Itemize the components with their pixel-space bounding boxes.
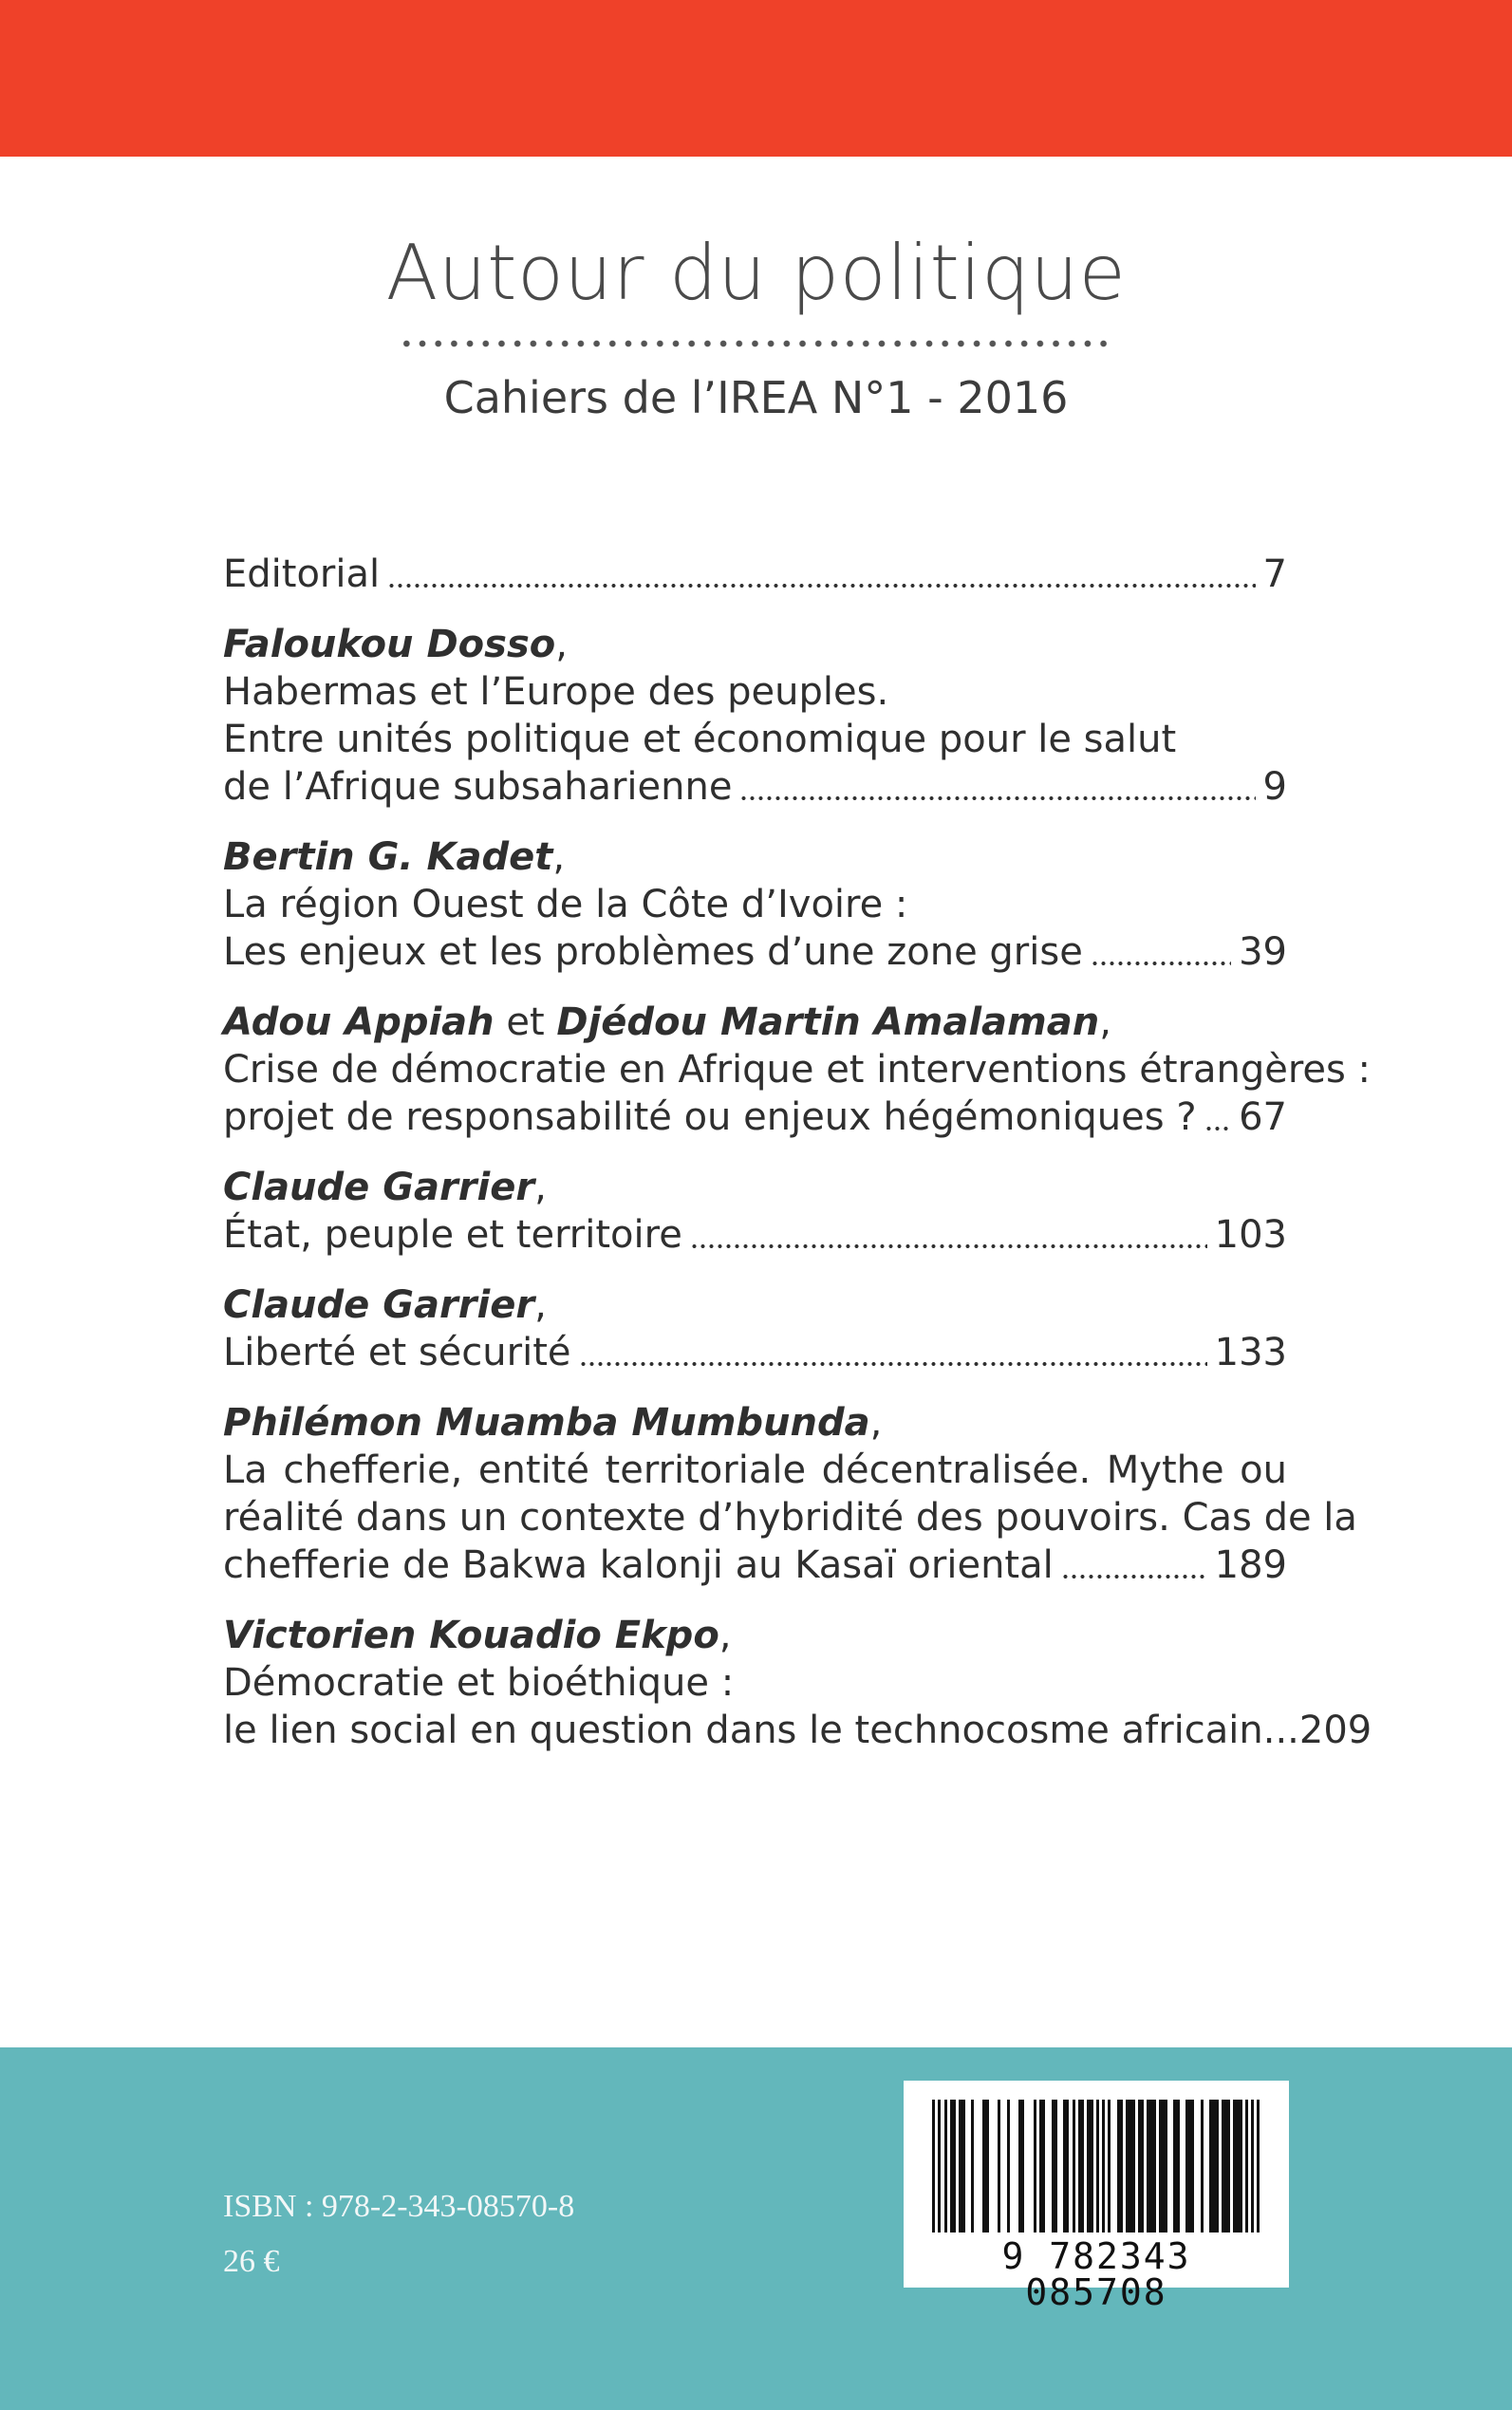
table-of-contents (223, 551, 1372, 1777)
toc-entry-title-line: le lien social en question dans le technocosme africain... (223, 1709, 1299, 1752)
toc-editorial-page: 7 (1262, 552, 1287, 596)
toc-entry (223, 1164, 1287, 1259)
toc-entry-title-line: La chefferie, entité territoriale décentralisée. Mythe ou (223, 1448, 1287, 1492)
toc-entry-title-line: Liberté et sécurité (223, 1331, 571, 1374)
author-suffix: , (719, 1614, 732, 1657)
author-name: Victorien Kouadio Ekpo (223, 1614, 719, 1657)
author-suffix: , (552, 835, 566, 879)
toc-entry-title-line: Démocratie et bioéthique : (223, 1661, 735, 1705)
isbn-text: ISBN : 978-2-343-08570-8 (223, 2189, 575, 2224)
toc-entry (223, 621, 1287, 811)
toc-entry-page: 133 (1214, 1331, 1287, 1374)
dot-leader (690, 1243, 1207, 1249)
toc-entry-title-line: État, peuple et territoire (223, 1213, 682, 1257)
barcode-bar (1209, 2100, 1218, 2233)
dot-leader (1204, 1126, 1232, 1131)
top-color-band (0, 0, 1512, 157)
barcode-bar (1010, 2100, 1018, 2233)
author-name: Djédou Martin Amalaman (556, 1000, 1100, 1044)
toc-entry-title-line: projet de responsabilité ou enjeux hégémoniques ? (223, 1095, 1197, 1139)
toc-entry-page: 9 (1262, 765, 1287, 809)
author-name: Bertin G. Kadet (223, 835, 553, 879)
dot-leader (1061, 1574, 1207, 1579)
toc-entry-title-line: Les enjeux et les problèmes d’une zone grise (223, 930, 1083, 974)
author-name: Claude Garrier (223, 1166, 535, 1209)
toc-entry-authors (223, 1612, 1287, 1659)
barcode-digits: 9 782343 085708 (1001, 2235, 1191, 2313)
toc-entry-title-line: Crise de démocratie en Afrique et interventions étrangères : (223, 1048, 1372, 1092)
author-suffix: , (534, 1166, 547, 1209)
dot-leader (579, 1361, 1207, 1367)
author-joiner: et (494, 1000, 557, 1044)
author-name: Claude Garrier (223, 1283, 535, 1327)
toc-entry-authors (223, 999, 1287, 1046)
barcode-bar (1024, 2100, 1033, 2233)
author-name: Adou Appiah (223, 1000, 495, 1044)
toc-entry (223, 1281, 1287, 1376)
author-name: Philémon Muamba Mumbunda (223, 1401, 870, 1445)
toc-entry-title-line: chefferie de Bakwa kalonji au Kasaï oriental (223, 1543, 1054, 1587)
toc-entry-page: 67 (1239, 1095, 1287, 1139)
toc-entries (223, 621, 1372, 1754)
toc-entry-page: 189 (1214, 1543, 1287, 1587)
dot-leader (387, 583, 1255, 588)
toc-editorial-label: Editorial (223, 552, 381, 596)
dot-leader (1091, 961, 1231, 966)
author-suffix: , (869, 1401, 883, 1445)
barcode-bar (1159, 2100, 1167, 2233)
barcode-bar (974, 2100, 982, 2233)
toc-entry-title-line: réalité dans un contexte d’hybridité des pouvoirs. Cas de la (223, 1496, 1357, 1540)
barcode-bars (932, 2100, 1260, 2233)
author-name: Faloukou Dosso (223, 623, 556, 666)
toc-entry (223, 833, 1287, 976)
barcode (904, 2081, 1289, 2313)
toc-entry-title-line: de l’Afrique subsaharienne (223, 765, 733, 809)
author-suffix: , (1099, 1000, 1111, 1044)
author-suffix: , (534, 1283, 547, 1327)
barcode-bar (1257, 2100, 1260, 2233)
price-text: 26 € (223, 2244, 280, 2279)
toc-entry-title-line: Entre unités politique et économique pour le salut (223, 718, 1177, 761)
barcode-bar (1126, 2100, 1134, 2233)
dot-leader (739, 795, 1255, 801)
toc-editorial (223, 551, 1287, 598)
toc-entry-title-line: Habermas et l’Europe des peuples. (223, 670, 889, 714)
author-suffix: , (555, 623, 568, 666)
barcode-bar (1147, 2100, 1155, 2233)
toc-entry-authors (223, 621, 1287, 668)
dotted-separator (399, 338, 1112, 349)
toc-entry-page: 39 (1239, 930, 1287, 974)
toc-entry-page: 103 (1214, 1213, 1287, 1257)
toc-entry (223, 1612, 1372, 1754)
toc-entry-page: 209 (1298, 1709, 1372, 1752)
toc-entry (223, 1399, 1357, 1589)
toc-entry-authors (223, 1281, 1287, 1329)
toc-entry-authors (223, 833, 1287, 881)
barcode-bar (989, 2100, 998, 2233)
barcode-bar (1233, 2100, 1241, 2233)
toc-entry-authors (223, 1164, 1287, 1211)
toc-entry (223, 999, 1372, 1141)
toc-entry-authors (223, 1399, 1287, 1447)
barcode-bar (1185, 2100, 1194, 2233)
barcode-bar (1222, 2100, 1230, 2233)
series-title: Autour du politique (385, 229, 1127, 317)
toc-entry-title-line: La région Ouest de la Côte d’Ivoire : (223, 883, 908, 926)
issue-subtitle: Cahiers de l’IREA N°1 - 2016 (443, 372, 1069, 423)
